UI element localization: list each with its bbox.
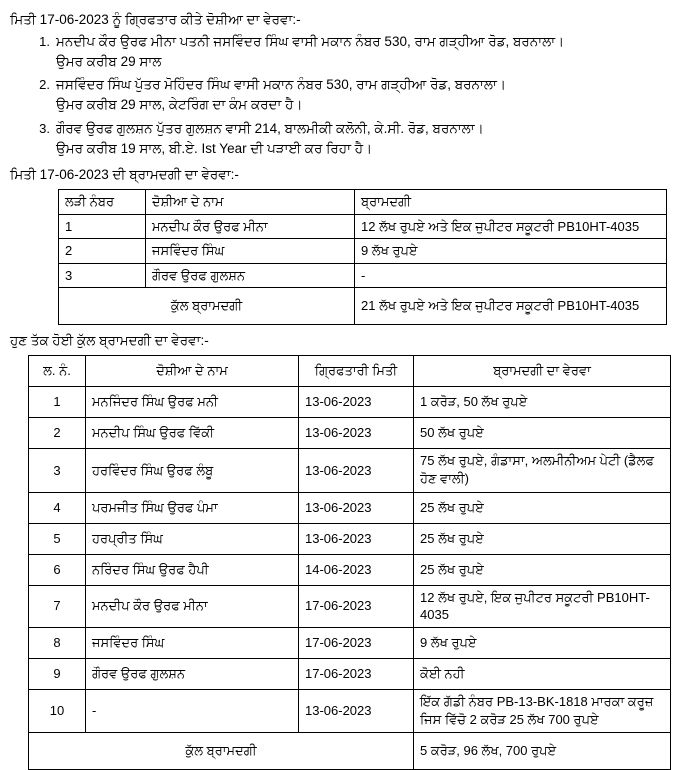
total-label: ਕੁੱਲ ਬ੍ਰਾਮਦਗੀ (59, 288, 355, 325)
list-item-body (56, 119, 673, 160)
cell-recovery: 12 ਲੱਖ ਰੁਪਏ ਅਤੇ ਇਕ ਜੁਪੀਟਰ ਸਕੂਟਰੀ PB10HT-4035 (355, 214, 667, 239)
list-item (32, 32, 673, 73)
table-body (59, 214, 667, 325)
table-row (29, 627, 671, 658)
recovery-detail-table (28, 355, 671, 770)
table-row (29, 387, 671, 418)
cell-recovery-detail (414, 658, 671, 689)
table-row (29, 658, 671, 689)
cell-name: ਮਨਦੀਪ ਸਿੰਘ ਉਰਫ ਵਿੱਕੀ (86, 418, 299, 449)
cell-name: ਹਰਵਿੰਦਰ ਸਿੰਘ ਉਰਫ ਲੰਬੂ (86, 449, 299, 492)
cell-arrest-date: 17-06-2023 (299, 585, 414, 627)
table-header (59, 190, 667, 215)
cell-serial: 10 (29, 689, 86, 732)
list-item-line2: ਉਮਰ ਕਰੀਬ 19 ਸਾਲ, ਬੀ.ਏ. Ist Year ਦੀ ਪੜਾਈ ਕਰ ਰਿਹਾ ਹੈ। (56, 140, 373, 156)
cell-recovery-detail (414, 449, 671, 492)
list-item-line2: ਉਮਰ ਕਰੀਬ 29 ਸਾਲ, ਕੇਟਰਿੰਗ ਦਾ ਕੰਮ ਕਰਦਾ ਹੈ। (56, 97, 303, 113)
total-label: ਕੁੱਲ ਬ੍ਰਾਮਦਗੀ (29, 733, 414, 770)
table-body (29, 387, 671, 770)
table-header-row (29, 356, 671, 387)
cell-arrest-date: 17-06-2023 (299, 627, 414, 658)
detail-line1: 9 ਲੱਖ ਰੁਪਏ (420, 634, 477, 650)
cell-name: ਪਰਮਜੀਤ ਸਿੰਘ ਉਰਫ ਪੰਮਾ (86, 492, 299, 523)
detail-line2: ਹੋਣ ਵਾਲੀ) (420, 471, 469, 487)
cell-serial: 2 (29, 418, 86, 449)
cell-serial: 8 (29, 627, 86, 658)
detail-line1: 25 ਲੱਖ ਰੁਪਏ (420, 530, 484, 546)
table-header-row (59, 190, 667, 215)
column-header-serial: ਲੜੀ ਨੰਬਰ (59, 190, 146, 215)
column-header-recovery-detail: ਬ੍ਰਾਮਦਗੀ ਦਾ ਵੇਰਵਾ (414, 356, 671, 387)
cell-serial: 1 (29, 387, 86, 418)
table-row (29, 449, 671, 492)
cell-name: ਮਨਦੀਪ ਕੌਰ ਉਰਫ ਮੀਨਾ (86, 585, 299, 627)
table-row (59, 263, 667, 288)
detail-line1: 12 ਲੱਖ ਰੁਪਏ, ਇਕ ਜੁਪੀਟਰ ਸਕੂਟਰੀ PB10HT-4035 (420, 589, 650, 623)
cell-arrest-date: 13-06-2023 (299, 689, 414, 732)
cell-name: ਮਨਜਿੰਦਰ ਸਿੰਘ ਉਰਫ ਮਨੀ (86, 387, 299, 418)
cell-recovery-detail (414, 689, 671, 732)
table-row (29, 689, 671, 732)
section-title-recovery-today: ਮਿਤੀ 17-06-2023 ਦੀ ਬ੍ਰਾਮਦਗੀ ਦਾ ਵੇਰਵਾ:- (10, 167, 239, 183)
cell-recovery-detail (414, 554, 671, 585)
list-item-body (56, 32, 673, 73)
column-header-recovery: ਬ੍ਰਾਮਦਗੀ (355, 190, 667, 215)
cell-arrest-date: 13-06-2023 (299, 387, 414, 418)
total-value: 21 ਲੱਖ ਰੁਪਏ ਅਤੇ ਇਕ ਜੁਪੀਟਰ ਸਕੂਟਰੀ PB10HT-4035 (355, 288, 667, 325)
total-value: 5 ਕਰੋੜ, 96 ਲੱਖ, 700 ਰੁਪਏ (414, 733, 671, 770)
detail-line1: 25 ਲੱਖ ਰੁਪਏ (420, 499, 484, 515)
detail-line1: ਇੱਕ ਗੱਡੀ ਨੰਬਰ PB-13-BK-1818 ਮਾਰਕਾ ਕਰੂਜ਼ (420, 693, 654, 709)
cell-recovery: - (355, 263, 667, 288)
cell-serial: 2 (59, 239, 146, 264)
cell-recovery-detail (414, 418, 671, 449)
cell-name: ਨਰਿੰਦਰ ਸਿੰਘ ਉਰਫ ਹੈਪੀ (86, 554, 299, 585)
detail-line2: ਜਿਸ ਵਿੱਚੋ 2 ਕਰੋੜ 25 ਲੱਖ 700 ਰੁਪਏ (420, 711, 599, 727)
table-total-row (59, 288, 667, 325)
column-header-arrest-date: ਗ੍ਰਿਫਤਾਰੀ ਮਿਤੀ (299, 356, 414, 387)
cell-serial: 7 (29, 585, 86, 627)
detail-line1: 1 ਕਰੋੜ, 50 ਲੱਖ ਰੁਪਏ (420, 394, 528, 410)
cell-arrest-date: 14-06-2023 (299, 554, 414, 585)
detail-line1: 25 ਲੱਖ ਰੁਪਏ (420, 561, 484, 577)
detail-line1: ਕੋਈ ਨਹੀ (420, 665, 465, 681)
cell-recovery-detail (414, 523, 671, 554)
list-item-number: 3. (39, 120, 50, 136)
cell-serial: 5 (29, 523, 86, 554)
table-row (29, 585, 671, 627)
arrested-persons-list (10, 32, 673, 160)
column-header-name: ਦੋਸ਼ੀਆ ਦੇ ਨਾਮ (86, 356, 299, 387)
cell-name: - (86, 689, 299, 732)
list-item-body (56, 75, 673, 116)
cell-arrest-date: 17-06-2023 (299, 658, 414, 689)
cell-arrest-date: 13-06-2023 (299, 523, 414, 554)
cell-name: ਹਰਪ੍ਰੀਤ ਸਿੰਘ (86, 523, 299, 554)
detail-line1: 50 ਲੱਖ ਰੁਪਏ (420, 425, 484, 441)
table-row (59, 239, 667, 264)
table-header (29, 356, 671, 387)
column-header-name: ਦੋਸ਼ੀਆ ਦੇ ਨਾਮ (146, 190, 355, 215)
detail-line1: 75 ਲੱਖ ਰੁਪਏ, ਗੰਡਾਸਾ, ਅਲਮੀਨੀਅਮ ਪੇਟੀ (ਡੈਲਫ (420, 453, 654, 469)
list-item-number: 1. (39, 33, 50, 49)
section-title-total-recovery: ਹੁਣ ਤੱਕ ਹੋਈ ਕੁੱਲ ਬ੍ਰਾਮਦਗੀ ਦਾ ਵੇਰਵਾ:- (10, 333, 209, 349)
cell-serial: 6 (29, 554, 86, 585)
cell-arrest-date: 13-06-2023 (299, 492, 414, 523)
cell-name: ਜਸਵਿੰਦਰ ਸਿੰਘ (86, 627, 299, 658)
column-header-serial: ਲ. ਨੰ. (29, 356, 86, 387)
cell-recovery-detail (414, 627, 671, 658)
list-item-number: 2. (39, 77, 50, 93)
cell-arrest-date: 13-06-2023 (299, 418, 414, 449)
table-row (29, 492, 671, 523)
cell-arrest-date: 13-06-2023 (299, 449, 414, 492)
table-row (29, 418, 671, 449)
list-item (32, 119, 673, 160)
cell-recovery-detail (414, 492, 671, 523)
cell-name: ਗੌਰਵ ਉਰਫ ਗੁਲਸ਼ਨ (86, 658, 299, 689)
cell-name: ਮਨਦੀਪ ਕੌਰ ਉਰਫ ਮੀਨਾ (146, 214, 355, 239)
list-item-line2: ਉਮਰ ਕਰੀਬ 29 ਸਾਲ (56, 53, 162, 69)
table-row (29, 554, 671, 585)
table-row (59, 214, 667, 239)
cell-serial: 9 (29, 658, 86, 689)
cell-name: ਗੌਰਵ ਉਰਫ ਗੁਲਸ਼ਨ (146, 263, 355, 288)
table-row (29, 523, 671, 554)
list-item-line1: ਜਸਵਿੰਦਰ ਸਿੰਘ ਪੁੱਤਰ ਮੋਹਿੰਦਰ ਸਿੰਘ ਵਾਸੀ ਮਕਾਨ ਨੰਬਰ 530, ਰਾਮ ਗੜ੍ਹੀਆ ਰੋਡ, ਬਰਨਾਲਾ। (56, 77, 506, 93)
cell-serial: 3 (59, 263, 146, 288)
list-item (32, 75, 673, 116)
cell-recovery-detail (414, 585, 671, 627)
page-title: ਮਿਤੀ 17-06-2023 ਨੂੰ ਗ੍ਰਿਫਤਾਰ ਕੀਤੇ ਦੋਸ਼ੀਆ ਦਾ ਵੇਰਵਾ:- (10, 12, 301, 27)
list-item-line1: ਮਨਦੀਪ ਕੌਰ ਉਰਫ ਮੀਨਾ ਪਤਨੀ ਜਸਵਿੰਦਰ ਸਿੰਘ ਵਾਸੀ ਮਕਾਨ ਨੰਬਰ 530, ਰਾਮ ਗੜ੍ਹੀਆ ਰੋਡ, ਬਰਨਾਲਾ। (56, 33, 565, 49)
cell-serial: 1 (59, 214, 146, 239)
table-total-row (29, 733, 671, 770)
cell-serial: 4 (29, 492, 86, 523)
recovery-summary-table (58, 189, 667, 325)
cell-name: ਜਸਵਿੰਦਰ ਸਿੰਘ (146, 239, 355, 264)
cell-recovery-detail (414, 387, 671, 418)
cell-recovery: 9 ਲੱਖ ਰੁਪਏ (355, 239, 667, 264)
list-item-line1: ਗੌਰਵ ਉਰਫ ਗੁਲਸ਼ਨ ਪੁੱਤਰ ਗੁਲਸ਼ਨ ਵਾਸੀ 214, ਬਾਲਮੀਕੀ ਕਲੋਨੀ, ਕੇ.ਸੀ. ਰੋਡ, ਬਰਨਾਲਾ। (56, 120, 484, 136)
cell-serial: 3 (29, 449, 86, 492)
